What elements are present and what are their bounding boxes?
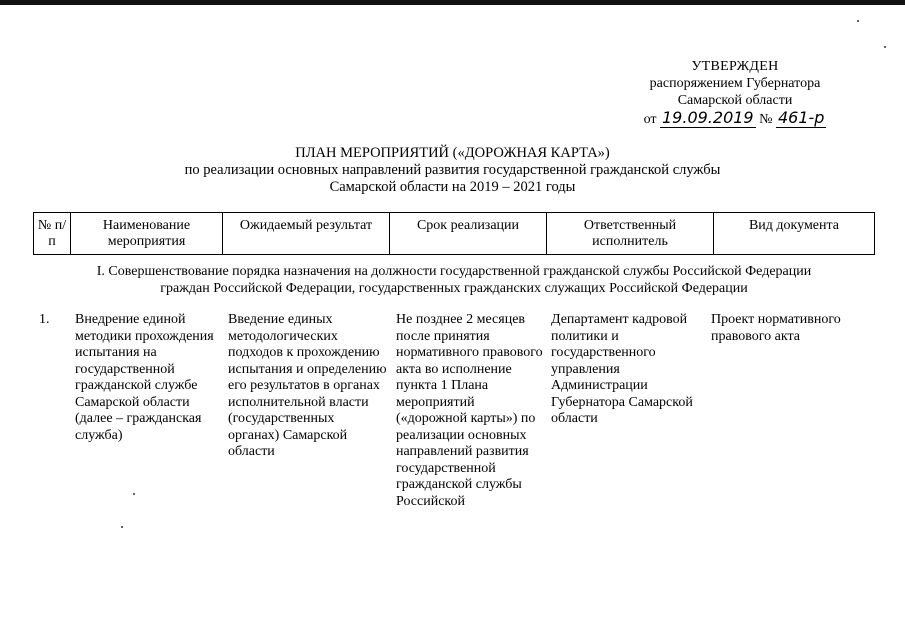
scan-speck (884, 46, 886, 48)
scan-speck (857, 20, 859, 22)
row-1-document: Проект нормативного правового акта (711, 312, 841, 344)
header-name: Наименование мероприятия (71, 213, 223, 255)
row-1-executor: Департамент кадровой политики и государственного управления Администрации Губернатора Самарской области (551, 312, 693, 426)
plan-subtitle-1: по реализации основных направлений развития государственной гражданской службы (184, 162, 721, 178)
header-document: Вид документа (714, 213, 875, 255)
row-1-name: Внедрение единой методики прохождения испытания на государственной гражданской службе Самарской области (далее – гражданская служба) (75, 312, 214, 443)
row-1-result: Введение единых методологических подходов к прохождению испытания и определению его результатов в органах исполнительной власти (государственных органах) Самарской области (228, 312, 387, 459)
approval-stamp (600, 58, 870, 128)
header-number: № п/п (34, 213, 71, 255)
approval-line-1: распоряжением Губернатора (649, 76, 821, 91)
approval-line-2: Самарской области (677, 93, 793, 108)
handwritten-date: 19.09.2019 (662, 108, 754, 127)
row-1-number: 1. (39, 312, 50, 327)
top-border-rule (0, 0, 905, 5)
header-deadline: Срок реализации (390, 213, 547, 255)
scan-speck (133, 493, 135, 495)
section-line-2: граждан Российской Федерации, государственных гражданских служащих Российской Федерации (160, 281, 748, 296)
plan-titles (0, 145, 905, 196)
approval-title: УТВЕРЖДЕН (691, 59, 779, 74)
header-executor: Ответственный исполнитель (547, 213, 714, 255)
date-prefix: от (643, 112, 657, 127)
section-line-1: I. Совершенствование порядка назначения на должности государственной гражданской службы Российской Федерации (96, 264, 812, 279)
plan-subtitle-2: Самарской области на 2019 – 2021 годы (329, 179, 576, 195)
header-result: Ожидаемый результат (223, 213, 390, 255)
row-1-deadline: Не позднее 2 месяцев после принятия нормативного правового акта во исполнение пункта 1 Плана мероприятий («дорожной карты») по реализации основных направлений развития государственной гражданской службы Российской (396, 312, 543, 509)
scan-speck (121, 526, 123, 528)
section-heading (33, 263, 875, 297)
approval-date-line (600, 109, 870, 128)
handwritten-number: 461-р (777, 108, 825, 127)
table-header-row (34, 213, 875, 255)
plan-table-header (33, 212, 875, 255)
plan-title: ПЛАН МЕРОПРИЯТИЙ («ДОРОЖНАЯ КАРТА») (295, 145, 610, 161)
number-prefix: № (759, 112, 773, 127)
